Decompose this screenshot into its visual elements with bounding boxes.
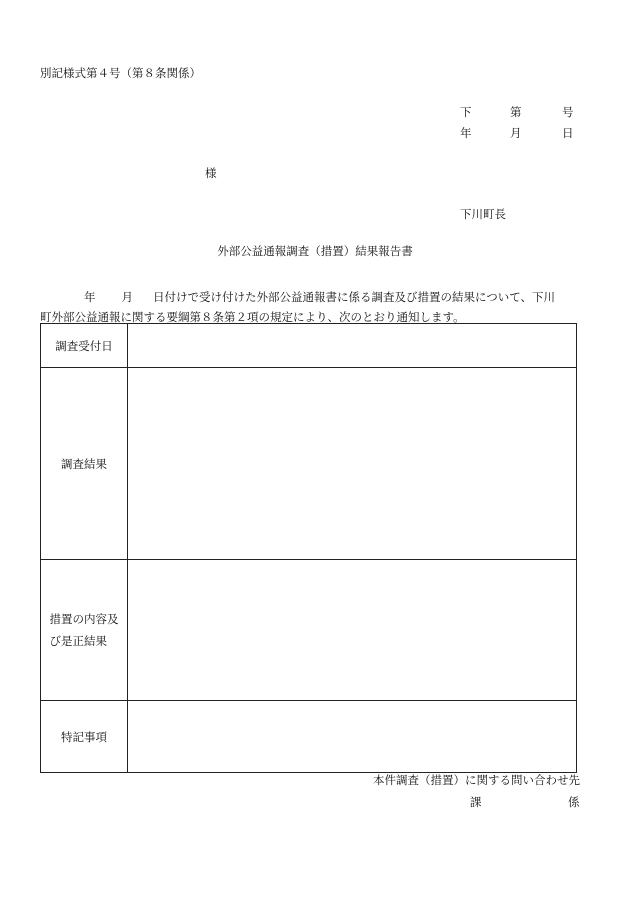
value-measures[interactable] bbox=[128, 560, 577, 701]
contact-label: 本件調査（措置）に関する問い合わせ先 bbox=[373, 773, 580, 787]
document-title: 外部公益通報調査（措置）結果報告書 bbox=[217, 244, 413, 258]
sender-name: 下川町長 bbox=[460, 207, 506, 221]
contact-department bbox=[470, 797, 582, 811]
date-month: 月 bbox=[510, 126, 522, 140]
issue-date bbox=[460, 128, 575, 142]
table-row-special-notes bbox=[41, 701, 577, 773]
label-special-notes: 特記事項 bbox=[41, 701, 128, 773]
contact-subsection: 係 bbox=[568, 795, 580, 809]
form-number: 別記様式第４号（第８条関係） bbox=[40, 66, 201, 80]
value-investigation-result[interactable] bbox=[128, 368, 577, 560]
document-number bbox=[460, 107, 575, 121]
date-year: 年 bbox=[460, 126, 472, 140]
table-row-measures bbox=[41, 560, 577, 701]
label-measures-line-1: 措置の内容及 bbox=[49, 612, 119, 626]
document-number-middle: 第 bbox=[510, 105, 522, 119]
label-investigation-result: 調査結果 bbox=[41, 368, 128, 560]
body-line-2: 町外部公益通報に関する要綱第８条第２項の規定により、次のとおり通知します。 bbox=[40, 310, 465, 324]
report-table bbox=[40, 323, 577, 773]
value-special-notes[interactable] bbox=[128, 701, 577, 773]
label-measures-line-2: び是正結果 bbox=[49, 634, 107, 648]
label-measures bbox=[41, 560, 128, 701]
document-number-prefix: 下 bbox=[460, 105, 472, 119]
body-month: 月 bbox=[121, 290, 133, 304]
body-year: 年 bbox=[84, 290, 96, 304]
body-line-1-rest: 日付けで受け付けた外部公益通報書に係る調査及び措置の結果について、下川 bbox=[153, 290, 556, 304]
addressee-honorific: 様 bbox=[205, 166, 217, 180]
date-day: 日 bbox=[562, 126, 574, 140]
label-reception-date: 調査受付日 bbox=[41, 324, 128, 368]
contact-section: 課 bbox=[470, 795, 482, 809]
table-row-investigation-result bbox=[41, 368, 577, 560]
value-reception-date[interactable] bbox=[128, 324, 577, 368]
body-line-1 bbox=[40, 287, 580, 307]
document-number-suffix: 号 bbox=[562, 105, 574, 119]
table-row-reception-date bbox=[41, 324, 577, 368]
body-text bbox=[40, 287, 580, 327]
